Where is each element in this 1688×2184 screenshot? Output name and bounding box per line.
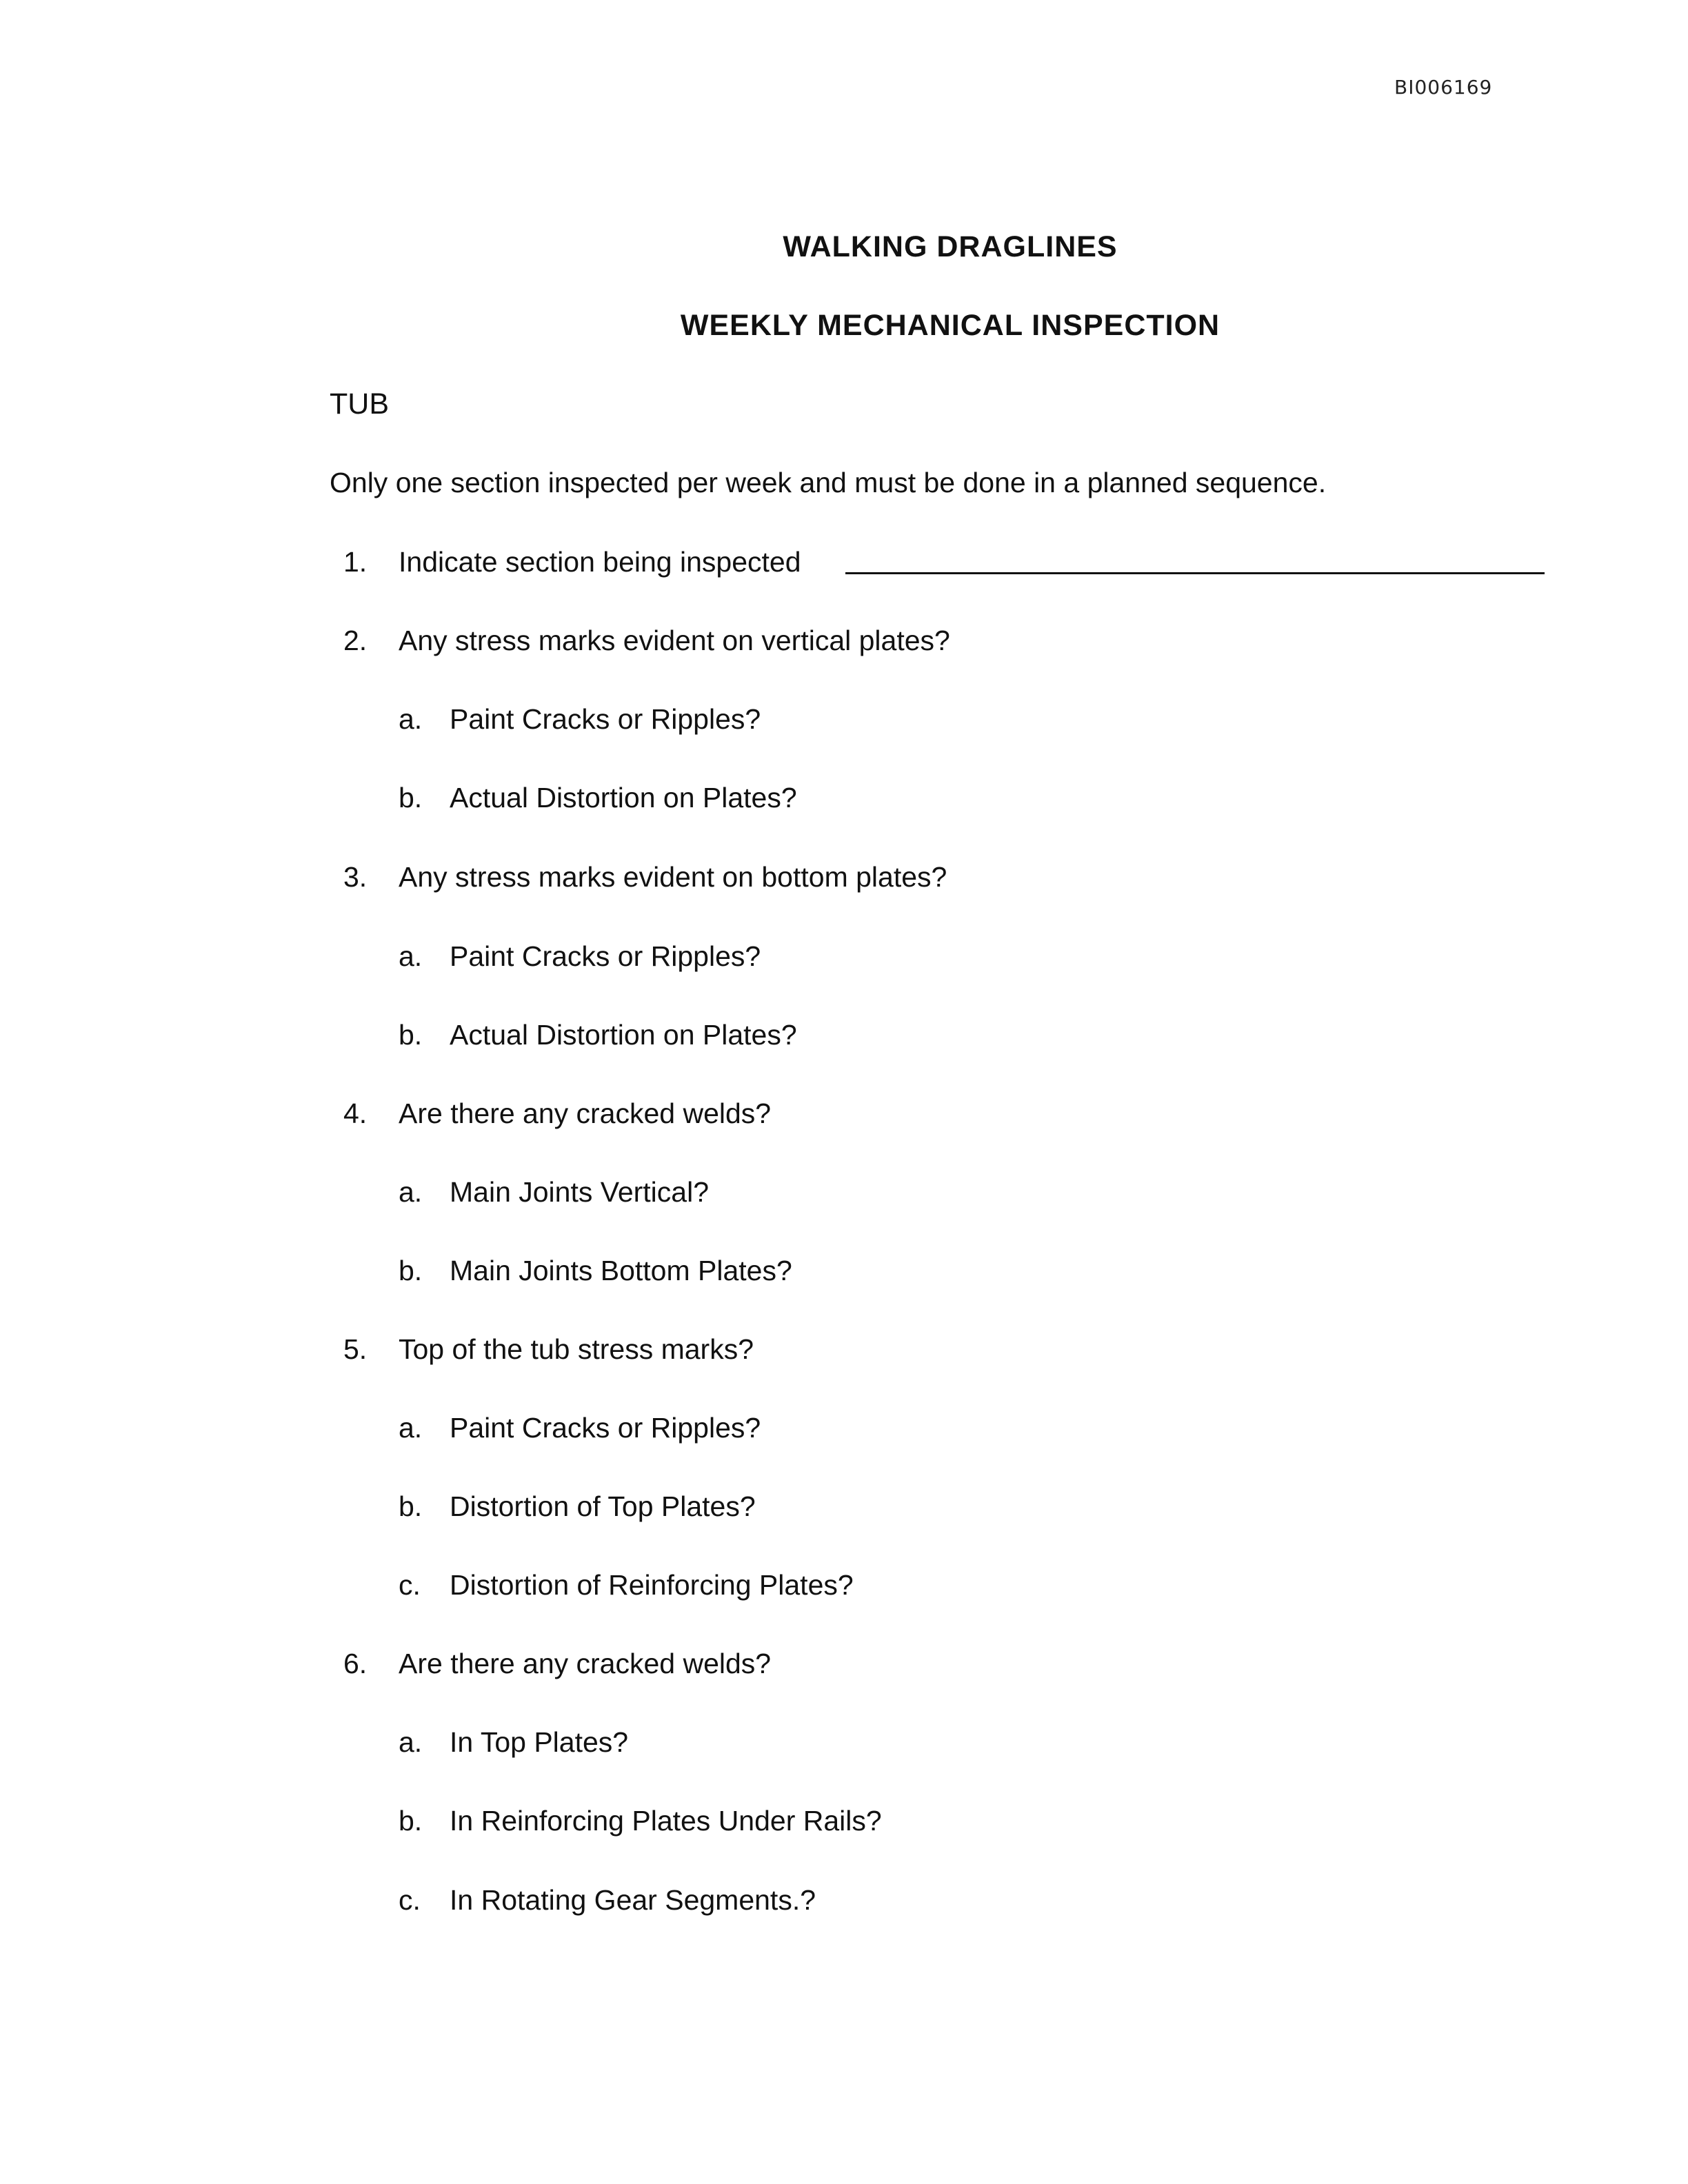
question-number: 4. — [343, 1098, 368, 1129]
question-text: Any stress marks evident on bottom plates? — [399, 861, 947, 893]
question-4 — [343, 1098, 771, 1130]
sub-text: In Reinforcing Plates Under Rails? — [450, 1805, 882, 1837]
page-subtitle: WEEKLY MECHANICAL INSPECTION — [680, 309, 1220, 342]
sub-text: Paint Cracks or Ripples? — [450, 1412, 761, 1444]
sub-text: In Rotating Gear Segments.? — [450, 1884, 816, 1916]
question-text: Any stress marks evident on vertical plates? — [399, 625, 950, 656]
sub-letter: a. — [399, 1176, 423, 1208]
question-2a — [399, 703, 761, 736]
sub-letter: a. — [399, 1726, 423, 1758]
question-6c — [399, 1884, 816, 1917]
question-5a — [399, 1412, 761, 1444]
question-4b — [399, 1255, 792, 1287]
sub-letter: c. — [399, 1569, 421, 1601]
question-number: 2. — [343, 625, 368, 656]
sub-letter: b. — [399, 1490, 423, 1522]
question-4a — [399, 1176, 709, 1209]
page-title: WALKING DRAGLINES — [783, 230, 1118, 263]
sub-text: Main Joints Bottom Plates? — [450, 1255, 792, 1286]
sub-text: Distortion of Reinforcing Plates? — [450, 1569, 854, 1601]
sub-letter: b. — [399, 782, 423, 813]
section-answer-line[interactable] — [845, 572, 1545, 574]
sub-text: Actual Distortion on Plates? — [450, 1019, 797, 1051]
sub-letter: b. — [399, 1019, 423, 1051]
question-3 — [343, 861, 947, 893]
question-1 — [343, 546, 801, 578]
question-text: Are there any cracked welds? — [399, 1648, 772, 1679]
section-heading: TUB — [330, 387, 389, 421]
question-number: 3. — [343, 861, 368, 893]
sub-letter: a. — [399, 1412, 423, 1444]
sub-letter: b. — [399, 1255, 423, 1286]
question-number: 5. — [343, 1333, 368, 1365]
sub-text: Actual Distortion on Plates? — [450, 782, 797, 813]
intro-text: Only one section inspected per week and must be done in a planned sequence. — [330, 467, 1327, 498]
question-number: 1. — [343, 546, 368, 578]
question-3a — [399, 940, 761, 973]
sub-text: Main Joints Vertical? — [450, 1176, 710, 1208]
sub-text: Paint Cracks or Ripples? — [450, 703, 761, 735]
question-2 — [343, 625, 950, 657]
question-number: 6. — [343, 1648, 368, 1679]
sub-text: Paint Cracks or Ripples? — [450, 940, 761, 972]
question-5b — [399, 1490, 756, 1523]
question-6a — [399, 1726, 628, 1759]
sub-letter: a. — [399, 940, 423, 972]
question-6b — [399, 1805, 882, 1837]
question-5 — [343, 1333, 754, 1366]
question-3b — [399, 1019, 797, 1051]
sub-letter: a. — [399, 703, 423, 735]
sub-letter: b. — [399, 1805, 423, 1837]
question-5c — [399, 1569, 854, 1601]
question-2b — [399, 782, 797, 814]
sub-text: In Top Plates? — [450, 1726, 629, 1758]
question-text: Top of the tub stress marks? — [399, 1333, 754, 1365]
document-id: BI006169 — [1394, 76, 1493, 99]
question-text: Are there any cracked welds? — [399, 1098, 772, 1129]
question-text: Indicate section being inspected — [399, 546, 801, 578]
sub-text: Distortion of Top Plates? — [450, 1490, 756, 1522]
question-6 — [343, 1648, 771, 1680]
sub-letter: c. — [399, 1884, 421, 1916]
